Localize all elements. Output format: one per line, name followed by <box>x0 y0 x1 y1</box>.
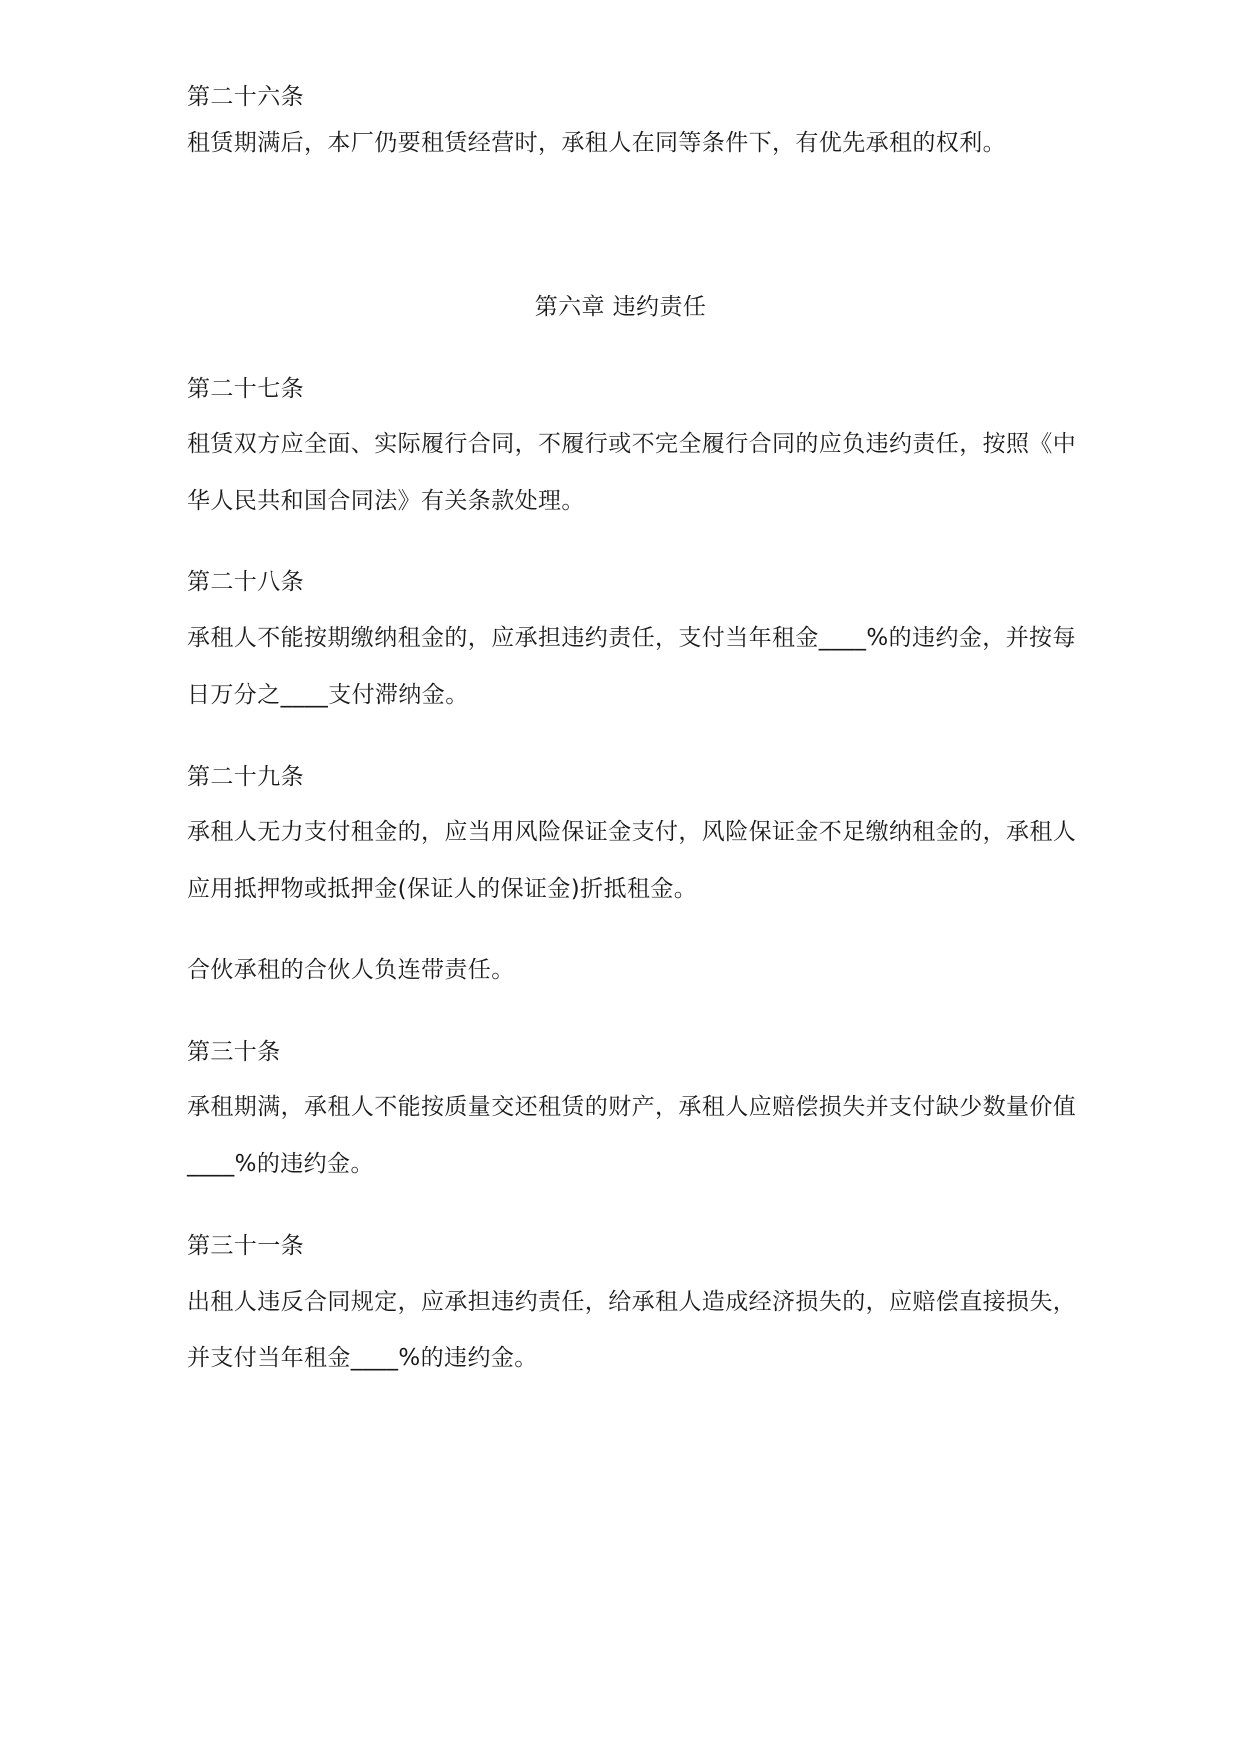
article-29-line-3: 合伙承租的合伙人负连带责任。 <box>187 957 515 983</box>
article-26-heading: 第二十六条 <box>187 84 304 110</box>
article-31-line-1: 出租人违反合同规定，应承担违约责任，给承租人造成经济损失的，应赔偿直接损失， <box>187 1289 1077 1315</box>
article-29-heading: 第二十九条 <box>187 764 304 790</box>
article-27-line-1: 租赁双方应全面、实际履行合同，不履行或不完全履行合同的应负违约责任，按照《中 <box>187 431 1077 457</box>
article-28-line-2: 日万分之____支付滞纳金。 <box>187 682 469 708</box>
article-30-line-2: ____%的违约金。 <box>187 1151 374 1177</box>
article-29-line-1: 承租人无力支付租金的，应当用风险保证金支付，风险保证金不足缴纳租金的，承租人 <box>187 819 1077 845</box>
article-27-heading: 第二十七条 <box>187 376 304 402</box>
article-31-heading: 第三十一条 <box>187 1233 304 1259</box>
article-29-line-2: 应用抵押物或抵押金(保证人的保证金)折抵租金。 <box>187 876 698 902</box>
article-28-line-1: 承租人不能按期缴纳租金的，应承担违约责任，支付当年租金____%的违约金，并按每 <box>187 625 1076 651</box>
article-31-line-2: 并支付当年租金____%的违约金。 <box>187 1345 538 1371</box>
chapter-6-title: 第六章 违约责任 <box>534 294 707 320</box>
article-28-heading: 第二十八条 <box>187 569 304 595</box>
article-27-line-2: 华人民共和国合同法》有关条款处理。 <box>187 488 585 514</box>
article-30-heading: 第三十条 <box>187 1039 281 1065</box>
article-26-line-1: 租赁期满后，本厂仍要租赁经营时，承租人在同等条件下，有优先承租的权利。 <box>187 130 1006 156</box>
article-30-line-1: 承租期满，承租人不能按质量交还租赁的财产，承租人应赔偿损失并支付缺少数量价值 <box>187 1094 1077 1120</box>
